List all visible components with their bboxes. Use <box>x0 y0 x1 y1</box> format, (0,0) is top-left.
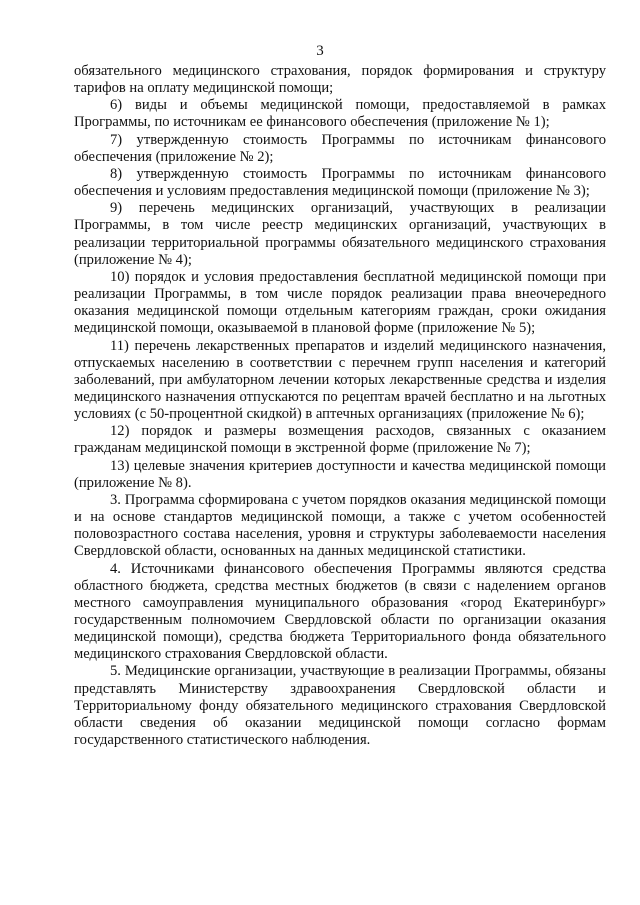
paragraph-continuation: обязательного медицинского страхования, порядок формирования и структуру тарифов на оплату медицинской помощи; <box>74 63 606 97</box>
page-number: 3 <box>316 43 324 59</box>
paragraph-item-12: 12) порядок и размеры возмещения расходов, связанных с оказанием гражданам медицинской помощи в экстренной форме (приложение № 7); <box>74 423 606 457</box>
paragraph-item-9: 9) перечень медицинских организаций, участвующих в реализации Программы, в том числе реестр медицинских организаций, участвующих в реализации территориальной программы обязательного медицинского страхования (приложение № 4); <box>74 200 606 268</box>
paragraph-item-10: 10) порядок и условия предоставления бесплатной медицинской помощи при реализации Программы, в том числе порядок реализации права внеочередного оказания медицинской помощи отдельным категориям граждан, сроки ожидания медицинской помощи, оказываемой в плановой форме (приложение № 5); <box>74 268 606 337</box>
document-body <box>74 63 606 749</box>
paragraph-item-13: 13) целевые значения критериев доступности и качества медицинской помощи (приложение № 8). <box>74 457 606 491</box>
paragraph-item-7: 7) утвержденную стоимость Программы по источникам финансового обеспечения (приложение № 2); <box>74 131 606 165</box>
paragraph-section-4: 4. Источниками финансового обеспечения Программы являются средства областного бюджета, средства местных бюджетов (в связи с наделением органов местного самоуправления муниципального образования «город Екатеринбург» государственным полномочием Свердловской области по организации оказания медицинской помощи), средства бюджета Территориального фонда обязательного медицинского страхования Свердловской области. <box>74 560 606 663</box>
paragraph-item-8: 8) утвержденную стоимость Программы по источникам финансового обеспечения и условиям предоставления медицинской помощи (приложение № 3); <box>74 165 606 200</box>
paragraph-section-3: 3. Программа сформирована с учетом порядков оказания медицинской помощи и на основе стандартов медицинской помощи, а также с учетом особенностей половозрастного состава населения, уровня и структуры заболеваемости населения Свердловской области, основанных на данных медицинской статистики. <box>74 491 606 560</box>
paragraph-section-5: 5. Медицинские организации, участвующие в реализации Программы, обязаны представлять Министерству здравоохранения Свердловской области и Территориальному фонду обязательного медицинского страхования Свердловской области сведения об оказании медицинской помощи согласно формам государственного статистического наблюдения. <box>74 663 606 749</box>
paragraph-item-11: 11) перечень лекарственных препаратов и изделий медицинского назначения, отпускаемых населению в соответствии с перечнем групп населения и категорий заболеваний, при амбулаторном лечении которых лекарственные средства и изделия медицинского назначения отпускаются по рецептам врачей бесплатно и на льготных условиях (с 50-процентной скидкой) в аптечных организациях (приложение № 6); <box>74 337 606 423</box>
paragraph-item-6: 6) виды и объемы медицинской помощи, предоставляемой в рамках Программы, по источникам ее финансового обеспечения (приложение № 1); <box>74 97 606 131</box>
